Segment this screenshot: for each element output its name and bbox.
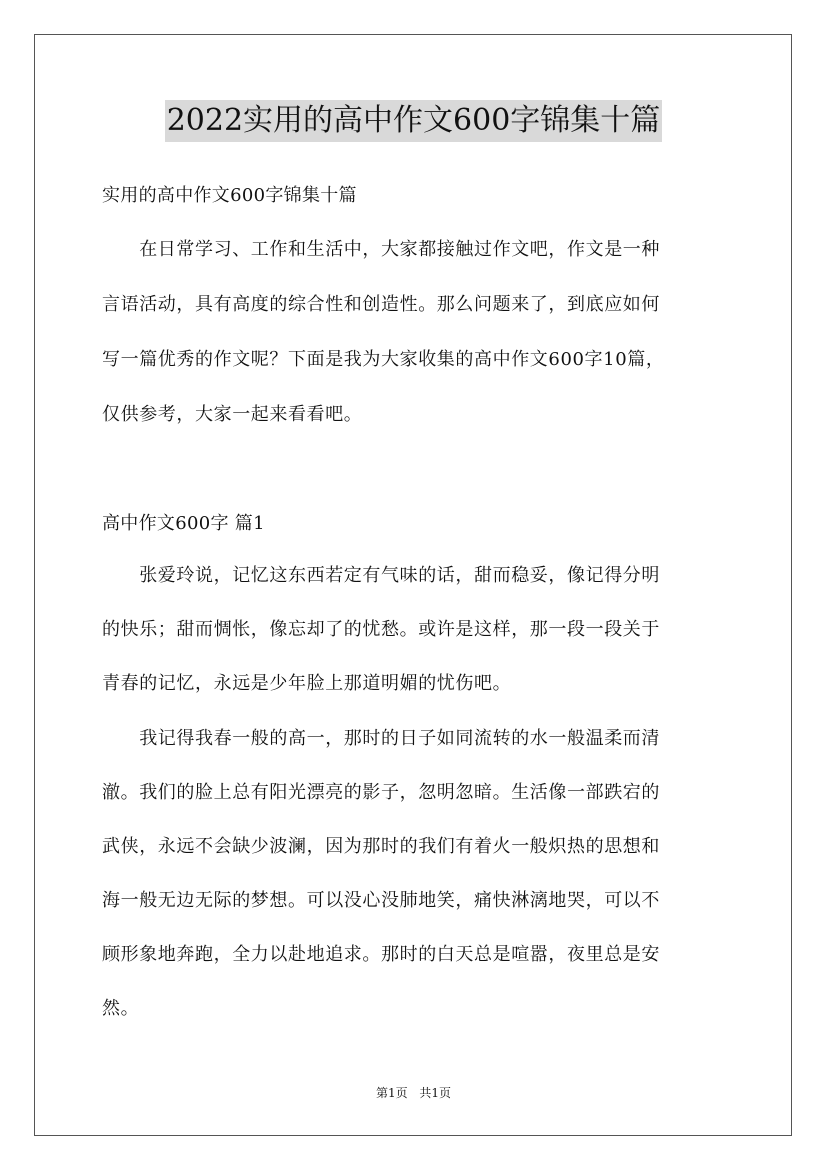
intro-line-1: 在日常学习、工作和生活中，大家都接触过作文吧，作文是一种 [102,239,660,260]
para2-line-5: 顾形象地奔跑，全力以赴地追求。那时的白天总是喧嚣，夜里总是安 [102,944,660,965]
para2-line-2: 澈。我们的脸上总有阳光漂亮的影子，忽明忽暗。生活像一部跌宕的 [102,782,660,803]
para2-line-3: 武侠，永远不会缺少波澜，因为那时的我们有着火一般炽热的思想和 [102,836,660,857]
document-subtitle: 实用的高中作文600字锦集十篇 [102,185,357,206]
document-title: 2022实用的高中作文600字锦集十篇 [165,100,663,142]
para2-line-4: 海一般无边无际的梦想。可以没心没肺地笑，痛快淋漓地哭，可以不 [102,890,660,911]
page-total: 共1页 [419,1086,452,1100]
page-number: 第1页 [375,1086,408,1100]
title-container [0,100,827,142]
page-footer [0,1084,827,1101]
para2-line-6: 然。 [102,998,140,1019]
section-heading: 高中作文600字 篇1 [102,513,265,534]
intro-line-4: 仅供参考，大家一起来看看吧。 [102,404,363,425]
para1-line-3: 青春的记忆，永远是少年脸上那道明媚的忧伤吧。 [102,673,512,694]
para1-line-1: 张爱玲说，记忆这东西若定有气味的话，甜而稳妥，像记得分明 [102,565,660,586]
para1-line-2: 的快乐；甜而惆怅，像忘却了的忧愁。或许是这样，那一段一段关于 [102,619,660,640]
intro-line-3: 写一篇优秀的作文呢？下面是我为大家收集的高中作文600字10篇， [102,349,665,370]
intro-line-2: 言语活动，具有高度的综合性和创造性。那么问题来了，到底应如何 [102,294,660,315]
para2-line-1: 我记得我春一般的高一，那时的日子如同流转的水一般温柔而清 [102,728,660,749]
